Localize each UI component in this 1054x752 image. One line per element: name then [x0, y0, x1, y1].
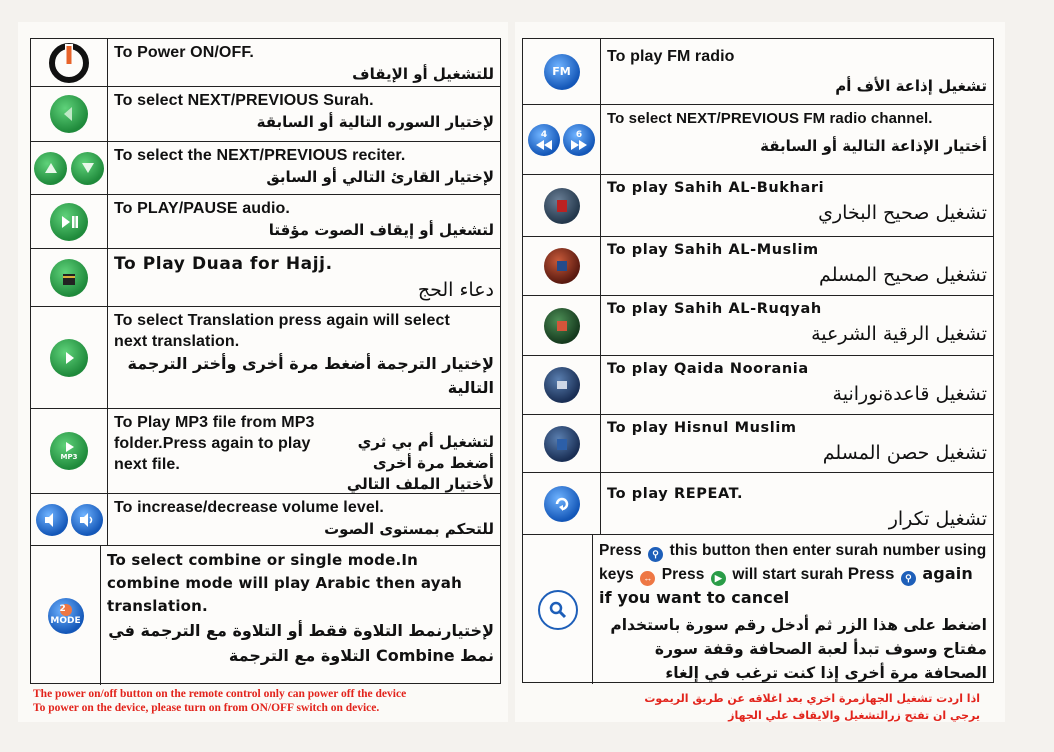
fm-next-channel-icon — [563, 124, 595, 156]
fm-prev-channel-icon — [528, 124, 560, 156]
row-en: To Play Duaa for Hajj. — [114, 254, 333, 274]
row-en: To select NEXT/PREVIOUS Surah. — [114, 92, 374, 109]
table-row — [31, 39, 500, 87]
next-prev-surah-icon — [50, 95, 88, 133]
reciter-prev-icon — [34, 152, 67, 185]
volume-up-icon — [71, 504, 103, 536]
row-ar-line: مفتاح وسوف تبدأ لعبة الصحافة وقفة سورة — [654, 640, 987, 658]
table-row — [523, 175, 993, 237]
power-cell — [31, 39, 108, 86]
footer-note-en — [33, 687, 503, 715]
footer-note-ar — [560, 690, 980, 724]
search-key-icon: ⚲ — [648, 547, 663, 562]
right-table — [522, 38, 994, 683]
qaida-icon — [544, 367, 580, 403]
footer-en-line: The power on/off button on the remote control only can power off the device — [33, 688, 407, 700]
play-key-icon: ▶ — [711, 571, 726, 586]
hisnul-icon — [544, 426, 580, 462]
row-ar: لتشغيل أم بي ثري أضغط مرة أخرى لأختيار الملف التالي — [346, 433, 494, 493]
table-row — [523, 356, 993, 415]
row-en: To play Sahih AL-Ruqyah — [607, 301, 822, 317]
row-en-part: again if you want to cancel — [599, 564, 973, 607]
mode-number: 2 — [60, 604, 72, 616]
row-ar: لإختيارنمط التلاوة فقط أو التلاوة مع الترجمة في نمط Combine التلاوة مع الترجمة — [108, 621, 494, 665]
table-row — [523, 473, 993, 535]
footer-ar-line: يرجي ان تفتح زرالتشغيل والايقاف علي الجهاز — [728, 709, 980, 722]
row-en: To select NEXT/PREVIOUS FM radio channel. — [607, 110, 933, 127]
row-ar-line: الصحافة مرة أخرى إذا كنت ترغب في إلغاء — [665, 664, 987, 682]
fm-next-number: 6 — [575, 129, 583, 140]
number-keys-icon: ↔ — [640, 571, 655, 586]
row-ar: تشغيل قاعدةنورانية — [832, 383, 987, 405]
fm-label: FM — [552, 65, 571, 78]
row-en: To Play MP3 file from MP3 folder.Press again to play next file. — [114, 414, 315, 473]
ruqyah-icon — [544, 308, 580, 344]
row-ar: للتحكم بمستوى الصوت — [324, 520, 494, 538]
table-row — [31, 142, 500, 195]
table-row — [31, 494, 500, 546]
footer-en-line: To power on the device, please turn on from ON/OFF switch on device. — [33, 702, 380, 714]
row-ar: تشغيل تكرار — [888, 508, 987, 530]
row-ar: دعاء الحج — [417, 279, 494, 301]
table-row — [31, 409, 500, 494]
row-en-part: Press — [599, 542, 642, 559]
hajj-icon — [50, 259, 88, 297]
row-ar: لإختيار السوره التالية أو السابقة — [256, 113, 494, 131]
bukhari-icon — [544, 188, 580, 224]
row-ar: أختيار الإذاعة التالية أو السابقة — [760, 137, 987, 155]
row-ar: للتشغيل أو الإيقاف — [352, 65, 494, 83]
row-ar: تشغيل صحيح المسلم — [819, 264, 987, 286]
row-en: To select Translation press again will select next translation. — [114, 312, 450, 350]
row-en: To play Sahih AL-Bukhari — [607, 180, 825, 196]
row-en-part: Press — [847, 564, 895, 583]
row-en-part: this button then enter surah number using keys — [599, 542, 987, 583]
table-row — [31, 249, 500, 307]
table-row — [523, 296, 993, 356]
mode-label: MODE — [50, 616, 81, 626]
search-key-icon: ⚲ — [901, 571, 916, 586]
row-en-part: Press — [661, 566, 705, 583]
row-en-part: will start surah — [732, 566, 844, 583]
row-en: To select combine or single mode.In combine mode will play Arabic then ayah translation. — [107, 551, 462, 615]
row-en: To Power ON/OFF. — [114, 44, 254, 61]
table-row — [31, 546, 500, 685]
table-row — [31, 307, 500, 409]
table-row — [31, 195, 500, 249]
table-row — [31, 87, 500, 142]
table-row — [523, 415, 993, 473]
repeat-icon — [544, 486, 580, 522]
mp3-icon — [50, 432, 88, 470]
fm-prev-number: 4 — [540, 129, 548, 140]
row-en: To play FM radio — [607, 48, 735, 65]
row-en: To select the NEXT/PREVIOUS reciter. — [114, 147, 406, 164]
row-ar: تشغيل صحيح البخاري — [818, 202, 987, 224]
row-ar: لتشغيل أو إيقاف الصوت مؤقتا — [268, 221, 494, 239]
row-ar: تشغيل حصن المسلم — [822, 442, 987, 464]
fm-radio-icon — [544, 54, 580, 90]
search-surah-icon — [538, 590, 578, 630]
row-en: To play Hisnul Muslim — [607, 420, 797, 436]
table-row — [523, 237, 993, 296]
left-table — [30, 38, 501, 684]
row-en: To PLAY/PAUSE audio. — [114, 200, 290, 217]
row-ar: تشغيل الرقية الشرعية — [811, 323, 987, 345]
row-en: To play REPEAT. — [607, 486, 744, 502]
play-pause-icon — [50, 203, 88, 241]
row-ar: لإختيار الترجمة أضغط مرة أخرى وأختر الترجمة التالية — [127, 354, 494, 397]
row-ar: لإختيار القارئ التالي أو السابق — [266, 168, 494, 186]
power-icon — [48, 42, 90, 84]
mode-icon — [48, 598, 84, 634]
row-ar: تشغيل إذاعة الأف أم — [835, 77, 987, 95]
row-en: To play Sahih AL-Muslim — [607, 242, 819, 258]
translation-icon — [50, 339, 88, 377]
volume-down-icon — [36, 504, 68, 536]
reciter-next-icon — [71, 152, 104, 185]
table-row — [523, 535, 993, 684]
row-ar-line: اضغط على هذا الزر ثم أدخل رقم سورة باستخدام — [610, 616, 987, 634]
footer-ar-line: اذا اردت تشغيل الجهازمرة اخري بعد اغلاقه عن طريق الريموت — [644, 692, 980, 705]
table-row — [523, 105, 993, 175]
muslim-icon — [544, 248, 580, 284]
row-en: To play Qaida Noorania — [607, 361, 809, 377]
row-en: To increase/decrease volume level. — [114, 499, 384, 516]
table-row — [523, 39, 993, 105]
mp3-label: MP3 — [60, 453, 78, 461]
